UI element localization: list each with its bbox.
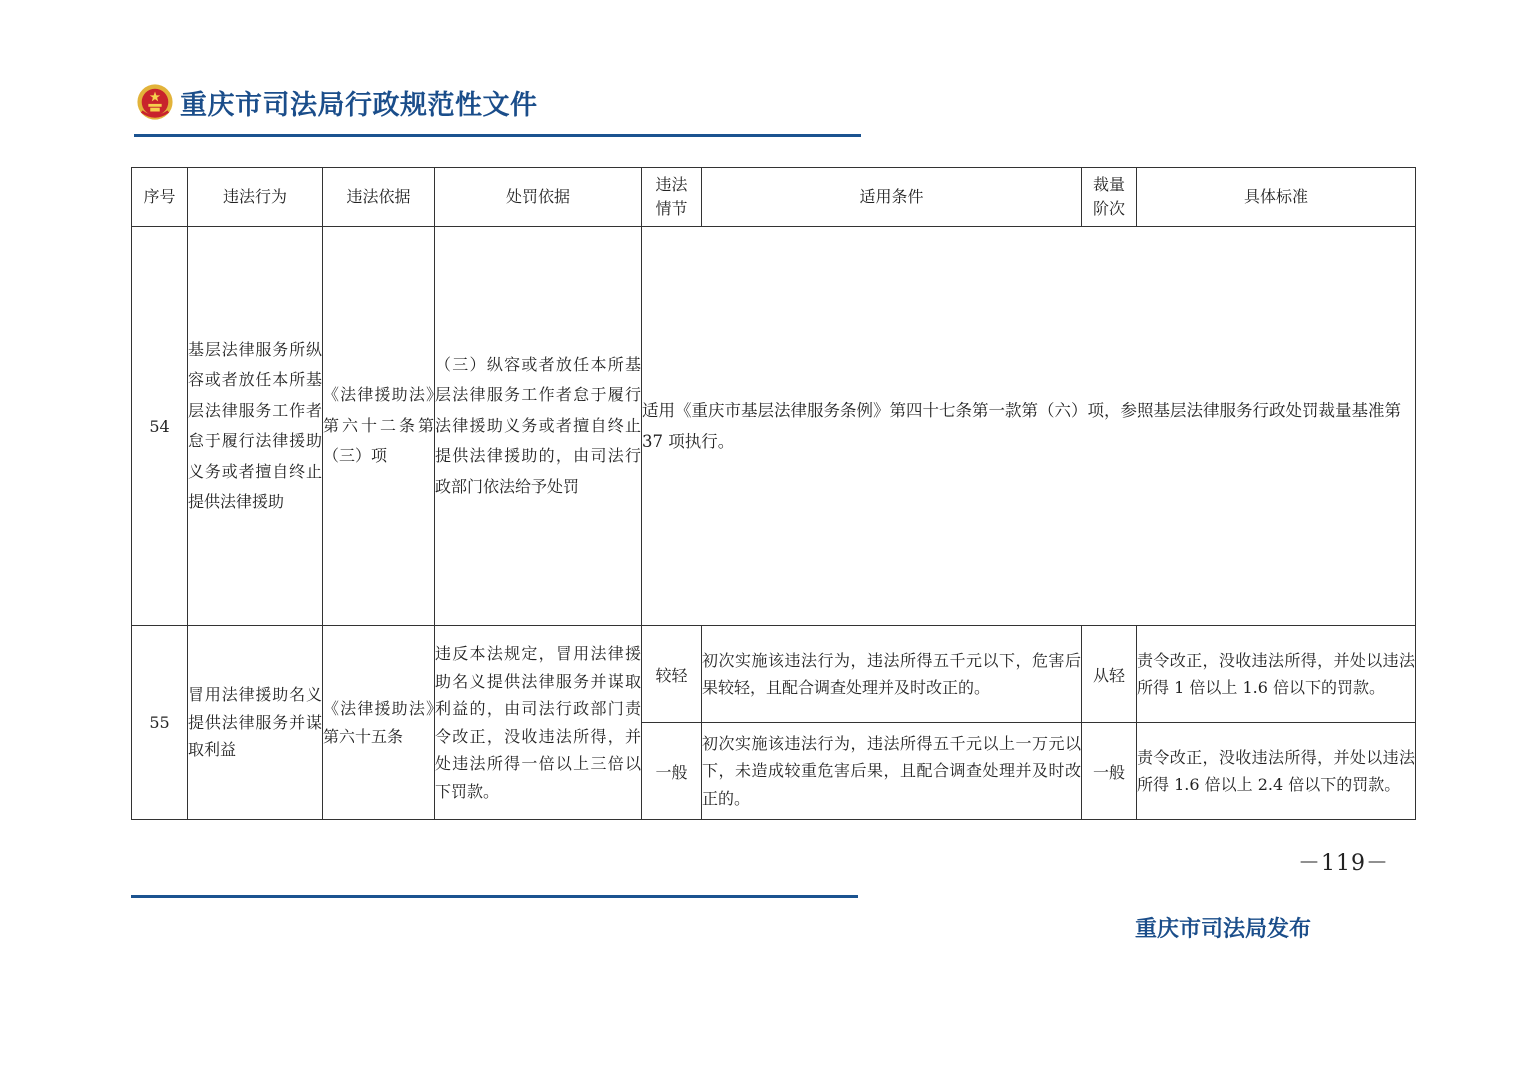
- merged-application-text: 适用《重庆市基层法律服务条例》第四十七条第一款第（六）项，参照基层法律服务行政处罚裁量基准第 37 项执行。: [642, 227, 1416, 626]
- col-header-standard: 具体标准: [1137, 168, 1416, 227]
- violation-basis: 《法律援助法》第六十五条: [323, 626, 435, 820]
- discretion-tier: 一般: [1082, 723, 1137, 820]
- circumstance-level: 较轻: [642, 626, 702, 723]
- applicable-condition: 初次实施该违法行为，违法所得五千元以上一万元以下，未造成较重危害后果，且配合调查处理并及时改正的。: [702, 723, 1082, 820]
- row-number: 54: [132, 227, 188, 626]
- discretion-tier: 从轻: [1082, 626, 1137, 723]
- document-header: [136, 80, 538, 124]
- penalty-basis: （三）纵容或者放任本所基层法律服务工作者怠于履行法律援助义务或者擅自终止提供法律援助的，由司法行政部门依法给予处罚: [435, 227, 642, 626]
- national-emblem-icon: [136, 83, 174, 121]
- row-number: 55: [132, 626, 188, 820]
- violation-basis: 《法律援助法》第六十二条第（三）项: [323, 227, 435, 626]
- table-row: [132, 626, 1416, 723]
- violation-behavior: 冒用法律援助名义提供法律服务并谋取利益: [188, 626, 323, 820]
- col-header-no: 序号: [132, 168, 188, 227]
- specific-standard: 责令改正，没收违法所得，并处以违法所得 1 倍以上 1.6 倍以下的罚款。: [1137, 626, 1416, 723]
- violation-behavior: 基层法律服务所纵容或者放任本所基层法律服务工作者怠于履行法律援助义务或者擅自终止提供法律援助: [188, 227, 323, 626]
- page-number: －119－: [1298, 851, 1389, 876]
- col-header-behavior: 违法行为: [188, 168, 323, 227]
- col-header-penalty-basis: 处罚依据: [435, 168, 642, 227]
- document-series-title: 重庆市司法局行政规范性文件: [180, 89, 538, 121]
- publisher-footer: 重庆市司法局发布: [1135, 917, 1312, 942]
- col-header-basis: 违法依据: [323, 168, 435, 227]
- col-header-tier: 裁量阶次: [1082, 168, 1137, 227]
- applicable-condition: 初次实施该违法行为，违法所得五千元以下，危害后果较轻，且配合调查处理并及时改正的。: [702, 626, 1082, 723]
- discretion-standard-table: [131, 167, 1416, 820]
- col-header-circumstance: 违法情节: [642, 168, 702, 227]
- circumstance-level: 一般: [642, 723, 702, 820]
- table-row: [132, 227, 1416, 626]
- table-header-row: [132, 168, 1416, 227]
- footer-rule: [131, 895, 858, 898]
- specific-standard: 责令改正，没收违法所得，并处以违法所得 1.6 倍以上 2.4 倍以下的罚款。: [1137, 723, 1416, 820]
- penalty-basis: 违反本法规定，冒用法律援助名义提供法律服务并谋取利益的，由司法行政部门责令改正，没收违法所得，并处违法所得一倍以上三倍以下罚款。: [435, 626, 642, 820]
- header-rule: [134, 134, 861, 137]
- col-header-condition: 适用条件: [702, 168, 1082, 227]
